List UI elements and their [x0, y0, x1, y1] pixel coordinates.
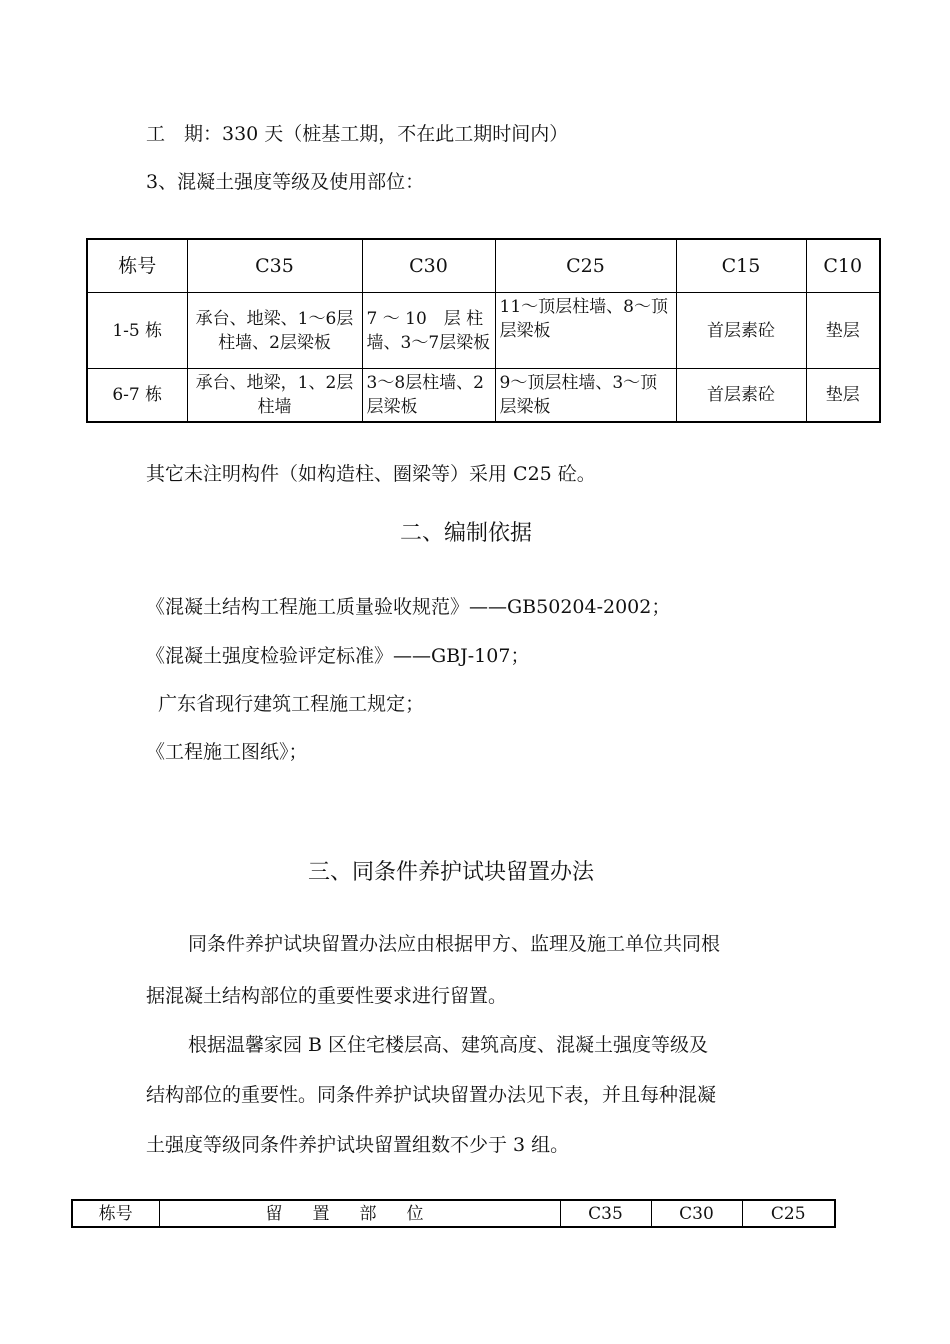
header-building: 栋号 [87, 239, 187, 293]
other-members-note: 其它未注明构件（如构造柱、圈梁等）采用 C25 砼。 [146, 463, 596, 485]
reference-item: 广东省现行建筑工程施工规定； [146, 693, 425, 715]
c25-cell: 11～顶层柱墙、8～顶层梁板 [495, 293, 676, 369]
paragraph-line: 根据温馨家园 B 区住宅楼层高、建筑高度、混凝土强度等级及 [188, 1034, 709, 1056]
c10-cell: 垫层 [806, 293, 880, 369]
table-header-row [87, 239, 880, 293]
section-3-title: 三、同条件养护试块留置办法 [308, 860, 595, 885]
grade-usage-heading: 3、混凝土强度等级及使用部位： [146, 171, 425, 193]
paragraph-line: 同条件养护试块留置办法应由根据甲方、监理及施工单位共同根 [188, 933, 721, 955]
c10-cell: 垫层 [806, 369, 880, 423]
header-c10: C10 [806, 239, 880, 293]
reference-item: 《工程施工图纸》； [146, 741, 308, 763]
c35-cell: 承台、地梁、1～6层柱墙、2层梁板 [187, 293, 362, 369]
header-c35: C35 [560, 1200, 651, 1227]
header-c25: C25 [495, 239, 676, 293]
header-c15: C15 [676, 239, 806, 293]
specimen-retention-table [71, 1199, 836, 1228]
header-building: 栋号 [72, 1200, 159, 1227]
c15-cell: 首层素砼 [676, 369, 806, 423]
c30-cell: 3～8层柱墙、2层梁板 [362, 369, 495, 423]
table-row [87, 369, 880, 423]
construction-period: 工 期：330 天（桩基工期，不在此工期时间内） [146, 123, 569, 145]
building-cell: 1-5 栋 [87, 293, 187, 369]
reference-item: 《混凝土结构工程施工质量验收规范》——GB50204-2002； [146, 596, 671, 618]
table-row [87, 293, 880, 369]
header-retention-location: 留置部位 [159, 1200, 560, 1227]
c35-cell: 承台、地梁，1、2层柱墙 [187, 369, 362, 423]
paragraph-line: 土强度等级同条件养护试块留置组数不少于 3 组。 [146, 1134, 570, 1156]
c30-cell: 7 ～ 10 层 柱墙、3～7层梁板 [362, 293, 495, 369]
header-c25: C25 [742, 1200, 835, 1227]
header-c35: C35 [187, 239, 362, 293]
header-c30: C30 [362, 239, 495, 293]
section-2-title: 二、编制依据 [400, 521, 533, 546]
table-header-row [72, 1200, 835, 1227]
c15-cell: 首层素砼 [676, 293, 806, 369]
paragraph-line: 结构部位的重要性。同条件养护试块留置办法见下表，并且每种混凝 [146, 1084, 717, 1106]
paragraph-line: 据混凝土结构部位的重要性要求进行留置。 [146, 985, 508, 1007]
header-c30: C30 [651, 1200, 742, 1227]
c25-cell: 9～顶层柱墙、3～顶层梁板 [495, 369, 676, 423]
building-cell: 6-7 栋 [87, 369, 187, 423]
concrete-grade-table [86, 238, 881, 423]
reference-item: 《混凝土强度检验评定标准》——GBJ-107； [146, 645, 530, 667]
